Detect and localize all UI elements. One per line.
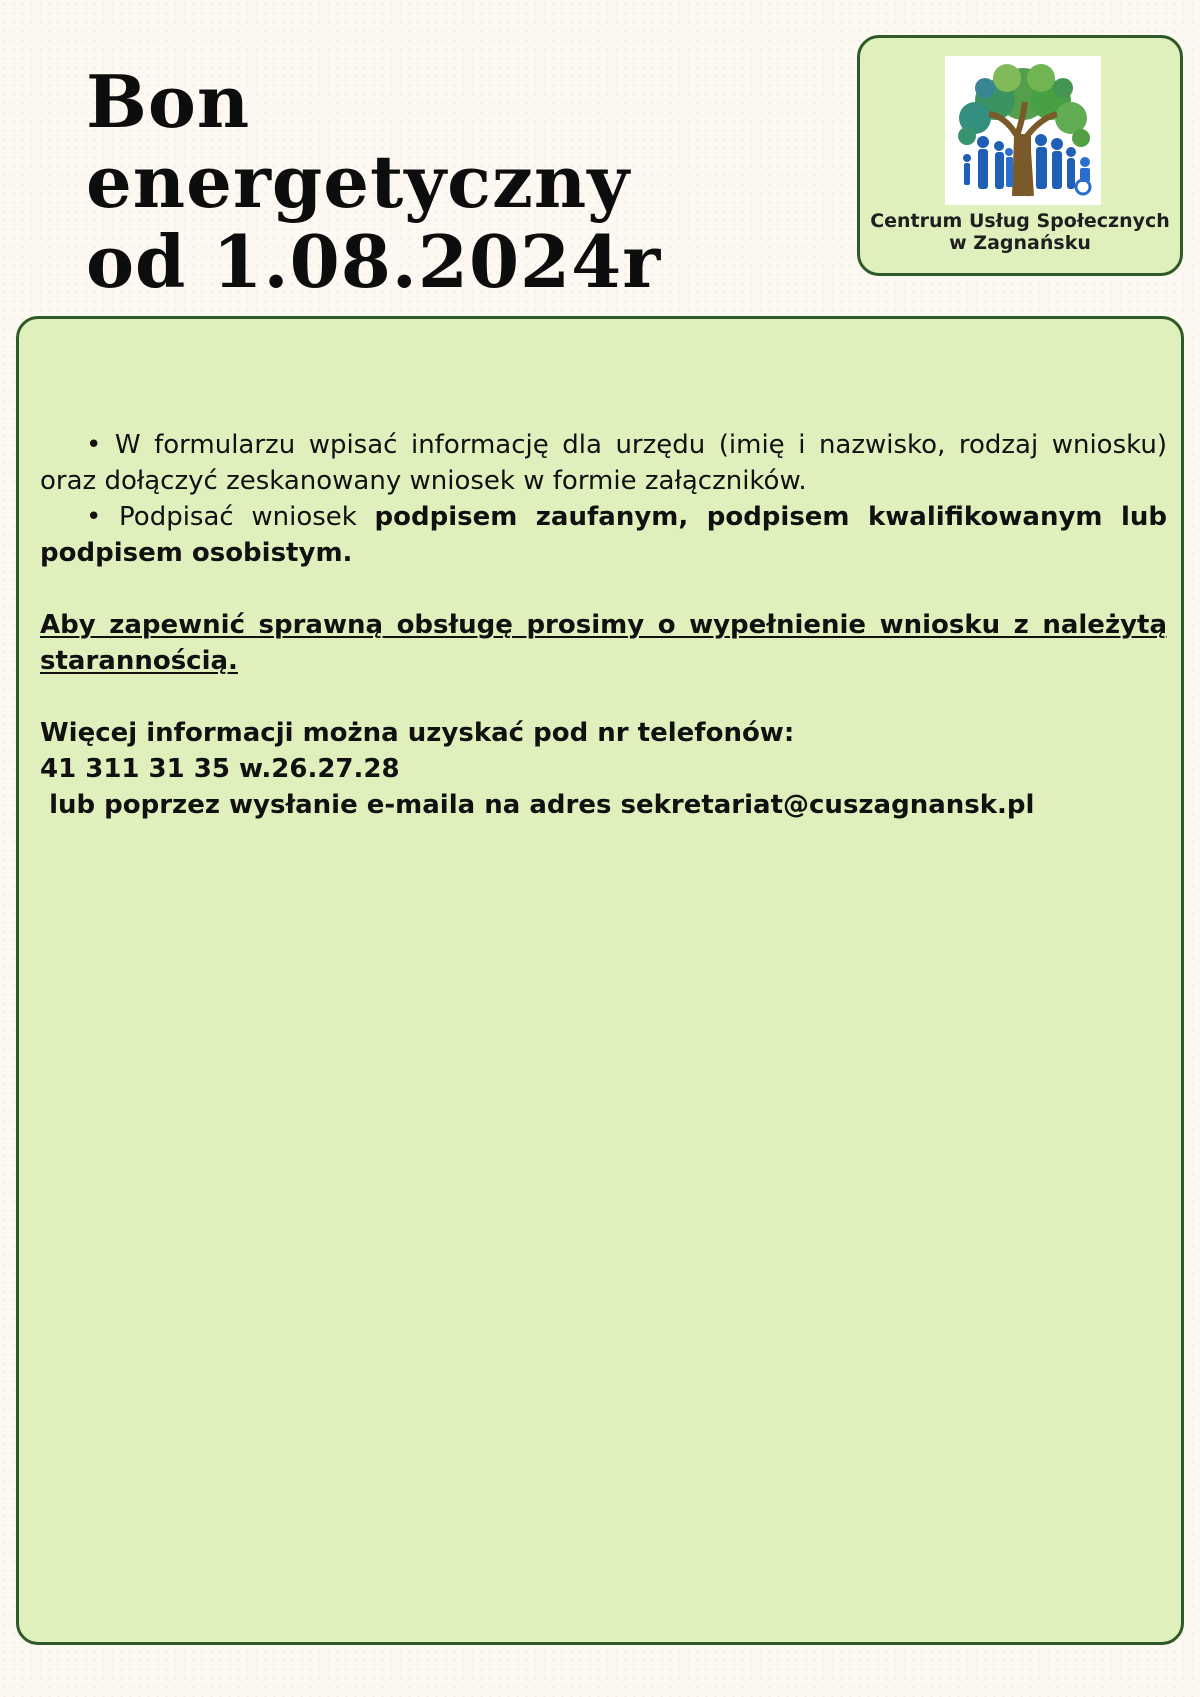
- info-panel: [16, 316, 1184, 1645]
- logo-caption-line-2: w Zagnańsku: [949, 232, 1091, 254]
- bullet-signature-prefix: Podpisać wniosek: [119, 502, 375, 532]
- logo-caption: [860, 210, 1180, 254]
- bullet-item-signature: [40, 499, 1167, 571]
- email-line: [40, 787, 1167, 823]
- tree-with-people-logo-icon: [945, 56, 1101, 205]
- bullet-icon: •: [86, 502, 102, 532]
- info-heading: Więcej informacji można uzyskać pod nr telefonów:: [40, 718, 795, 748]
- page-title: [86, 59, 662, 304]
- bullet-icon: •: [86, 430, 102, 460]
- phone-number: 41 311 31 35 w.26.27.28: [40, 754, 400, 784]
- title-line-3: od 1.08.2024r: [86, 219, 662, 304]
- title-line-1: Bon: [86, 59, 251, 144]
- logo-caption-line-1: Centrum Usług Społecznych: [870, 210, 1170, 232]
- bullet-signature-bold: podpisem zaufanym, podpisem kwalifikowanym lub podpisem osobistym.: [40, 502, 1168, 568]
- title-line-2: energetyczny: [86, 139, 631, 224]
- logo-card: [857, 35, 1183, 276]
- info-content: [40, 427, 1167, 823]
- bullet-item-form: [40, 427, 1167, 499]
- bullet-form-text: W formularzu wpisać informację dla urzędu (imię i nazwisko, rodzaj wniosku) oraz dołączyć zeskanowany wniosek w formie załączników.: [40, 430, 1168, 496]
- email-text: lub poprzez wysłanie e-maila na adres sekretariat@cuszagnansk.pl: [49, 790, 1035, 820]
- notice-text: Aby zapewnić sprawną obsługę prosimy o wypełnienie wniosku z należytą starannością.: [40, 610, 1167, 676]
